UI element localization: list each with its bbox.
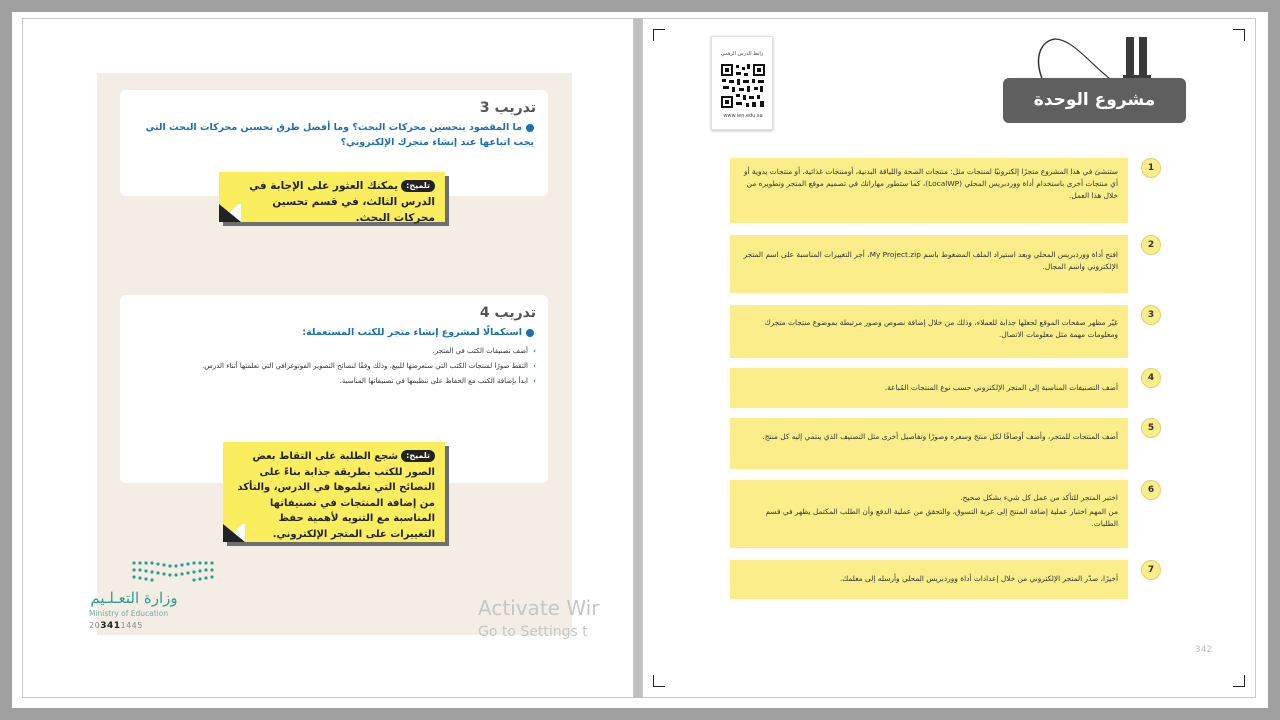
crop-mark: [1233, 29, 1245, 41]
step-text: اختبر المتجر للتأكد من عمل كل شيء بشكل صحيح.: [960, 493, 1118, 502]
step-text-secondary: من المهم اختبار عملية إضافة المنتج إلى عربة التسوق، والتحقق من عملية الدفع وأن الطلب المكتمل يظهر في قسم الطلبات.: [765, 507, 1118, 528]
step-number-badge: 6: [1141, 480, 1161, 500]
step-number-badge: 7: [1141, 560, 1161, 580]
step-box: [730, 560, 1128, 599]
page-number-left: 341: [100, 621, 121, 631]
activation-watermark-subtitle: Go to Settings t: [478, 624, 588, 640]
step-box: [730, 305, 1128, 358]
step-text: غيّر مظهر صفحات الموقع لجعلها جذابة للعملاء، وذلك من خلال إضافة نصوص وصور مرتبطة بموضوع منتجات متجرك ومعلومات مهمة مثل معلومات الاتصال.: [764, 318, 1118, 339]
qr-url: www.ien.edu.sa: [723, 113, 763, 119]
page-fold-icon: [223, 524, 245, 542]
exercise3-hint-note: [219, 172, 445, 222]
list-item: › أضف تصنيفات الكتب في المتجر.: [132, 346, 536, 356]
step-text: أضف التصنيفات المناسبة إلى المتجر الإلكتروني حسب نوع المنتجات المُباعة.: [884, 383, 1118, 392]
crop-mark: [653, 29, 665, 41]
ministry-name-arabic: وزارة التعـلـيم: [90, 589, 178, 607]
page-gutter: [634, 18, 642, 698]
step-text: أضف المنتجات للمتجر، وأضف أوصافًا لكل منتج وسعره وصورًا وتفاصيل أخرى مثل التصنيف الذي ينتمي إليه كل منتج.: [762, 432, 1118, 441]
exercise4-hint-text: شجع الطلبة على التقاط بعض الصور للكتب بطريقة جذابة بناءً على النصائح التي تعلموها في الدرس، والتأكد من إضافة المنتجات في تصنيفاتها المناسبة مع التنويه لأهمية حفظ التغييرات على المتجر الإلكتروني.: [237, 451, 435, 540]
exercise4-bullet-list: [132, 346, 536, 386]
step-number-badge: 3: [1141, 305, 1161, 325]
exercise4-title: تدريب 4: [479, 305, 536, 321]
year-prefix: 20: [89, 621, 101, 630]
step-box: [730, 418, 1128, 469]
step-text: افتح أداة ووردبريس المحلي وبعد استيراد الملف المضغوط باسم My Project.zip، أجر التغييرات المناسبة على اسم المتجر الإلكتروني واسم المجال.: [743, 250, 1118, 271]
ministry-logo-icon: [129, 559, 219, 587]
bullet-dot-icon: [526, 124, 534, 132]
step-box: [730, 235, 1128, 293]
list-item: › ابدأ بإضافة الكتب مع الحفاظ على تنظيمها في تصنيفاتها المناسبة.: [132, 376, 536, 386]
step-number-badge: 2: [1141, 235, 1161, 255]
exercise-panel: [97, 73, 572, 635]
step-box: [730, 158, 1128, 223]
ministry-logo: [89, 559, 219, 649]
exercise3-question-row: [132, 120, 536, 150]
hint-tag: تلميح:: [401, 180, 435, 192]
step-number-badge: 5: [1141, 418, 1161, 438]
step-text: أخيرًا، صدّر المتجر الإلكتروني من خلال إعدادات أداة ووردبريس المحلي وأرسله إلى معلمك.: [839, 574, 1118, 583]
page-number-right: 342: [1195, 645, 1213, 655]
exercise3-hint-text: يمكنك العثور على الإجابة في الدرس الثالث، في قسم تحسين محركات البحث.: [249, 180, 435, 224]
exercise4-hint-note: [223, 442, 445, 542]
activation-watermark-title: Activate Wir: [478, 596, 600, 620]
page-right: [642, 18, 1256, 698]
step-number-badge: 4: [1141, 368, 1161, 388]
bullet-dot-icon: [526, 329, 534, 337]
ministry-name-english: Ministry of Education: [89, 609, 169, 618]
step-number-badge: 1: [1141, 158, 1161, 178]
step-box: [730, 368, 1128, 408]
hint-tag: تلميح:: [401, 450, 435, 462]
unit-project-banner: [1003, 37, 1193, 132]
digital-lesson-qr-card[interactable]: [711, 36, 773, 130]
crop-mark: [653, 675, 665, 687]
unit-project-title: مشروع الوحدة: [1003, 78, 1186, 123]
qr-code-icon: [720, 63, 766, 109]
list-item: › التقط صورًا لمنتجات الكتب التي ستعرضها للبيع، وذلك وفقًا لنصائح التصوير الفوتوغرافي التي تعلمتها أثناء الدرس.: [132, 361, 536, 371]
exercise3-question: ما المقصود بتحسين محركات البحث؟ وما أفضل طرق تحسين محركات البحث التي يجب اتباعها عند إنشاء متجرك الإلكتروني؟: [145, 122, 534, 148]
year-suffix: 1445: [120, 621, 143, 630]
crop-mark: [1233, 675, 1245, 687]
exercise4-question-row: [132, 325, 536, 340]
step-text: ستنشئ في هذا المشروع متجرًا إلكترونيًا لمنتجات مثل: منتجات الصحة واللياقة البدنية، أومنتجات غذائية، أو منتجات يدوية أو أي منتجات أخرى باستخدام أداة ووردبريس المحلي (LocalWP)، كما ستطور مهاراتك في تصميم موقع المتجر وتطويره من خلال هذا العمل.: [743, 167, 1118, 200]
exercise4-question: استكمالًا لمشروع إنشاء متجر للكتب المستعملة:: [302, 327, 522, 338]
page-fold-icon: [219, 204, 241, 222]
page-footer: [89, 621, 143, 631]
step-box: [730, 480, 1128, 548]
exercise3-title: تدريب 3: [479, 100, 536, 116]
qr-label: رابط الدرس الرقمي: [720, 51, 764, 57]
